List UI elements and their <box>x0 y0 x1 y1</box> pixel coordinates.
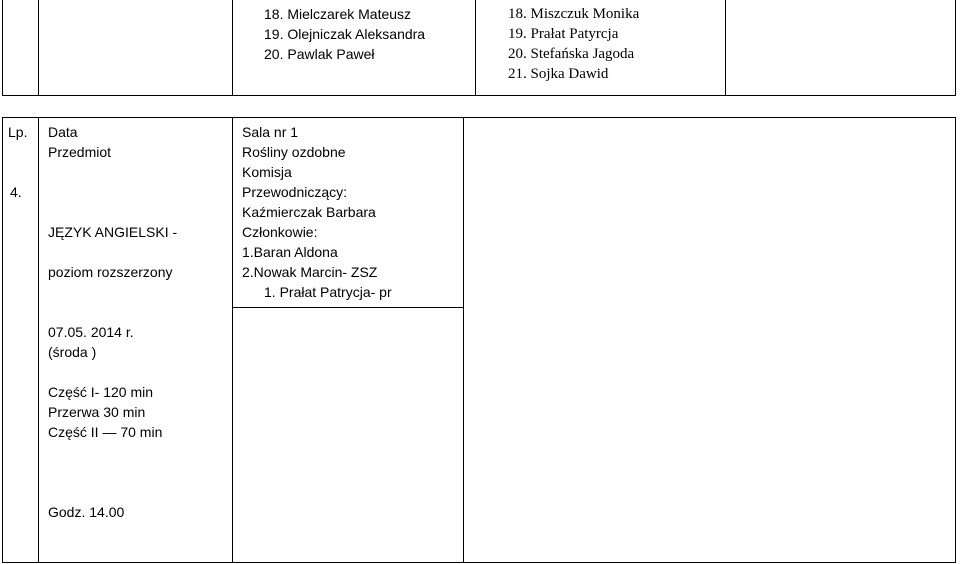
exam-hour: Godz. 14.00 <box>48 504 125 520</box>
list-item: 19. Olejniczak Aleksandra <box>264 26 426 42</box>
committee-bottom-border <box>232 307 464 308</box>
exam-weekday: (środa ) <box>48 344 97 360</box>
main-divider-3 <box>463 117 464 563</box>
exam-part-1: Część I- 120 min <box>48 384 154 400</box>
exam-break: Przerwa 30 min <box>48 404 146 420</box>
top-left-border <box>2 0 3 96</box>
chair-name: Kaźmierczak Barbara <box>242 204 376 220</box>
main-divider-1 <box>38 117 39 563</box>
main-bottom-border <box>2 562 956 563</box>
header-przedmiot: Przedmiot <box>48 144 112 160</box>
room-number: Sala nr 1 <box>242 124 299 140</box>
subject-level: poziom rozszerzony <box>48 264 173 280</box>
exam-date: 07.05. 2014 r. <box>48 324 134 340</box>
main-right-border <box>955 117 956 563</box>
main-divider-2 <box>232 117 233 563</box>
row-number: 4. <box>10 184 22 200</box>
members-label: Członkowie: <box>242 224 318 240</box>
list-item: 18. Mielczarek Mateusz <box>264 6 412 22</box>
member-3: 1. Prałat Patrycja- pr <box>264 284 392 300</box>
chair-label: Przewodniczący: <box>242 184 348 200</box>
list-item: 20. Stefańska Jagoda <box>508 46 635 62</box>
committee-title: Komisja <box>242 164 292 180</box>
header-lp: Lp. <box>8 124 28 140</box>
top-divider-1 <box>38 0 39 96</box>
header-data: Data <box>48 124 78 140</box>
top-divider-3 <box>475 0 476 96</box>
room-name: Rośliny ozdobne <box>242 144 346 160</box>
top-divider-2 <box>232 0 233 96</box>
exam-part-2: Część II — 70 min <box>48 424 163 440</box>
member-1: 1.Baran Aldona <box>242 244 338 260</box>
list-item: 21. Sojka Dawid <box>508 66 609 82</box>
list-item: 18. Miszczuk Monika <box>508 6 640 22</box>
list-item: 19. Prałat Patyrcja <box>508 26 619 42</box>
list-item: 20. Pawlak Paweł <box>264 46 375 62</box>
main-left-border <box>2 117 3 563</box>
top-bottom-border <box>2 95 956 96</box>
member-2: 2.Nowak Marcin- ZSZ <box>242 264 378 280</box>
main-top-border <box>2 117 956 118</box>
top-right-border <box>955 0 956 96</box>
top-divider-4 <box>725 0 726 96</box>
subject-name: JĘZYK ANGIELSKI - <box>48 224 178 240</box>
